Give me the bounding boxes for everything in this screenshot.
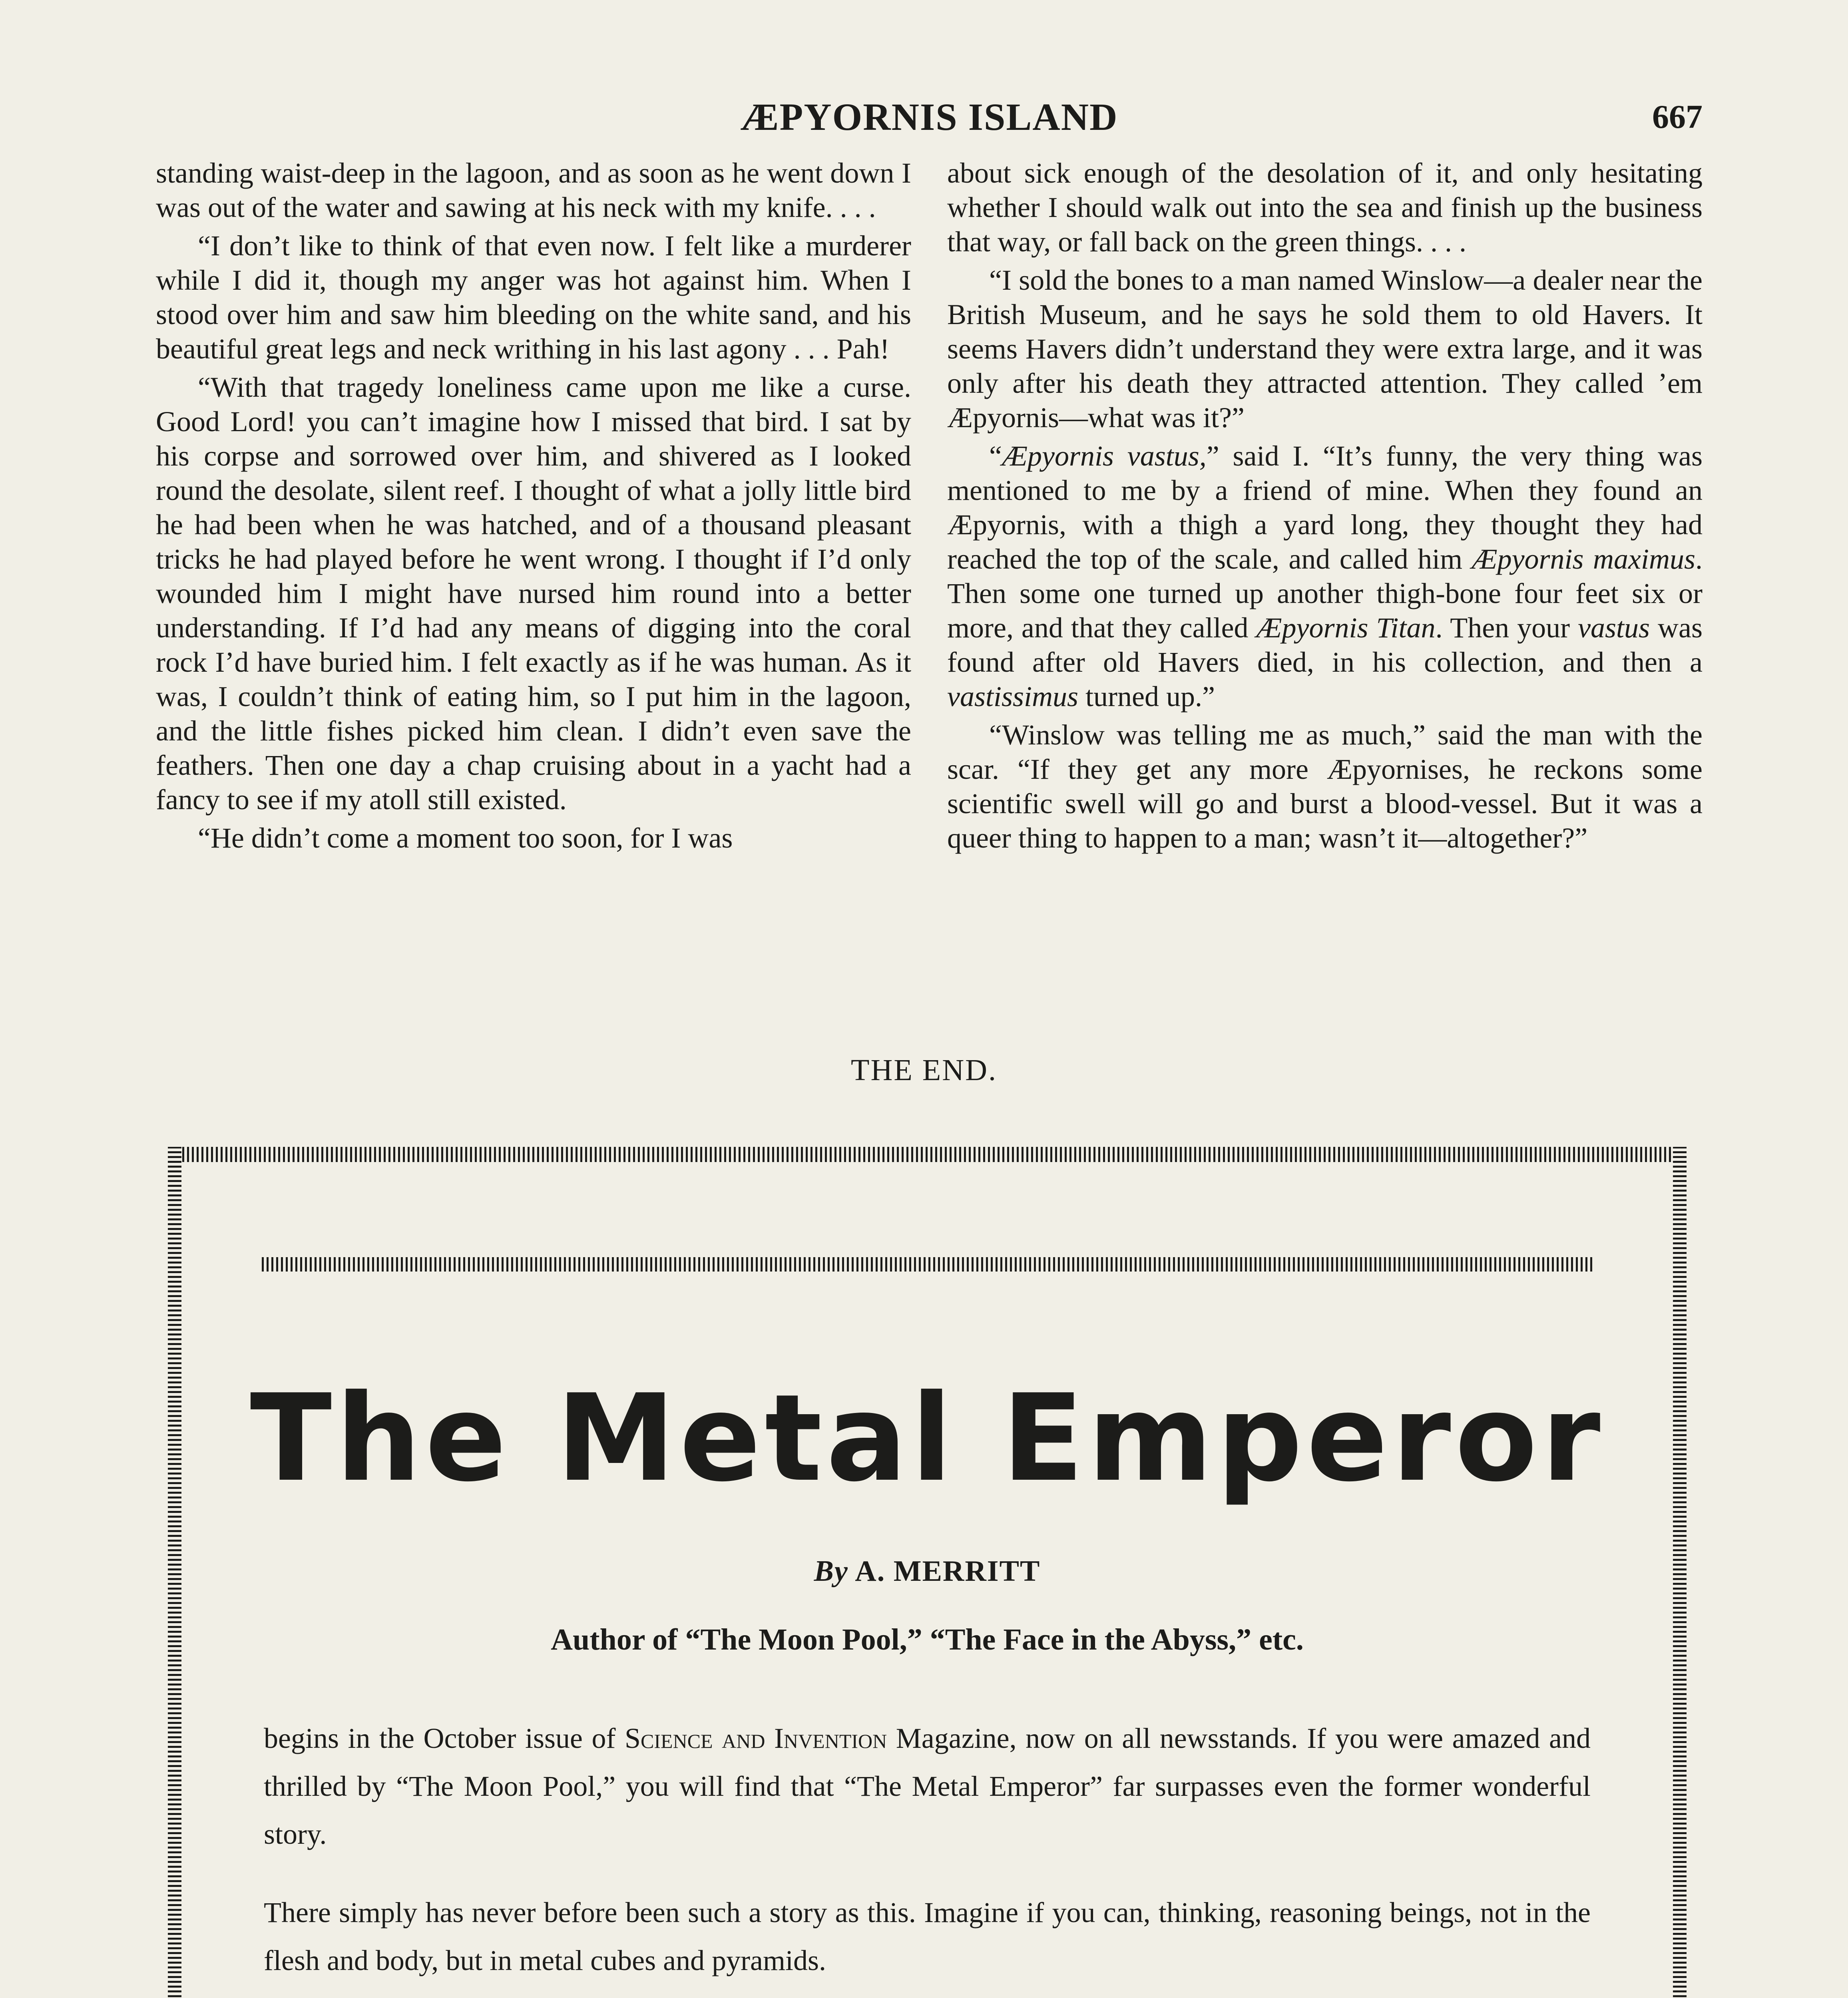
species-name: vastissimus bbox=[947, 681, 1079, 712]
species-name: Æpyornis maximus bbox=[1472, 543, 1695, 575]
magazine-name: Science and Invention bbox=[625, 1722, 887, 1754]
paragraph: “Winslow was telling me as much,” said the man with the scar. “If they get any more Æpyornises, he reckons some scientific swell will go and burst a blood-vessel. But it was a queer thing to happen to a man; wasn’t it—altogether?” bbox=[947, 719, 1703, 854]
text-run: ” said I. “It’s funny, the very thing was mentioned to me by a friend of mine. When they found an Æpyornis, with a thigh a yard long, they thought they had reached the top of the scale, and called him bbox=[947, 440, 1703, 575]
decorative-rule-top bbox=[262, 1257, 1593, 1272]
paragraph: about sick enough of the desolation of it, and only hesitating whether I should walk out into the sea and finish up the business that way, or fall back on the green things. . . . bbox=[947, 157, 1703, 258]
story-columns bbox=[156, 156, 1703, 1023]
paragraph bbox=[947, 439, 1703, 714]
ad-paragraph bbox=[264, 1714, 1591, 1858]
species-name: Æpyornis vastus, bbox=[1002, 440, 1207, 472]
text-run: . Then some one turned up another thigh-bone four feet six or more, and that they called bbox=[947, 543, 1703, 644]
paragraph: “He didn’t come a moment too soon, for I was bbox=[198, 822, 733, 854]
ad-title: The Metal Emperor bbox=[250, 1369, 1605, 1508]
advertisement-box bbox=[168, 1147, 1687, 1998]
by-label: By bbox=[814, 1555, 848, 1588]
page-header bbox=[156, 95, 1703, 139]
the-end-label: THE END. bbox=[851, 1053, 997, 1087]
text-run: Magazine, now on all newsstands. If you were amazed and thrilled by “The Moon Pool,” you will find that “The Metal Emperor” far surpasses even the former wonderful story. bbox=[264, 1722, 1591, 1850]
author-of-line: Author of “The Moon Pool,” “The Face in the Abyss,” etc. bbox=[551, 1623, 1304, 1656]
ad-body bbox=[264, 1714, 1591, 1998]
text-run: turned up.” bbox=[1078, 681, 1215, 712]
paragraph: “I don’t like to think of that even now. I felt like a murderer while I did it, though my anger was hot against him. When I stood over him and saw him bleeding on the white sand, and his beautiful great legs and neck writhing in his last agony . . . Pah! bbox=[156, 230, 911, 365]
right-column bbox=[947, 156, 1703, 1023]
text-run: . Then your bbox=[1435, 612, 1578, 644]
text-run: begins in the October issue of bbox=[264, 1722, 625, 1754]
species-name: vastus bbox=[1578, 612, 1650, 644]
running-title: ÆPYORNIS ISLAND bbox=[740, 96, 1118, 138]
paragraph: “With that tragedy loneliness came upon me like a curse. Good Lord! you can’t imagine how I missed that bird. I sat by his corpse and sorrowed over him, and shivered as I looked round the desolate, silent reef. I thought of what a jolly little bird he had been when he was hatched, and of a thousand pleasant tricks he had played before he went wrong. I thought if I’d only wounded him I might have nursed him round into a better understanding. If I’d had any means of digging into the coral rock I’d have buried him. I felt exactly as if he was human. As it was, I couldn’t think of eating him, so I put him in the lagoon, and the little fishes picked him clean. I didn’t even save the feathers. Then one day a chap cruising about in a yacht had a fancy to see if my atoll still existed. bbox=[156, 371, 911, 816]
species-name: Æpyornis Titan bbox=[1256, 612, 1436, 644]
frame-border-top bbox=[168, 1147, 1687, 1162]
left-column bbox=[156, 156, 911, 1023]
text-run: was found after old Havers died, in his collection, and then a bbox=[947, 612, 1703, 678]
paragraph: “I sold the bones to a man named Winslow—a dealer near the British Museum, and he says he sold them to old Havers. It seems Havers didn’t understand they were extra large, and it was only after his death they attracted attention. They called ’em Æpyornis—what was it?” bbox=[947, 264, 1703, 434]
ad-byline bbox=[168, 1554, 1687, 1588]
author-name: A. MERRITT bbox=[855, 1555, 1041, 1588]
paragraph: standing waist-deep in the lagoon, and as soon as he went down I was out of the water and sawing at his neck with my knife. . . . bbox=[156, 157, 911, 223]
text-run: “ bbox=[989, 440, 1002, 472]
page-number: 667 bbox=[1652, 98, 1703, 135]
ad-paragraph: There simply has never before been such a story as this. Imagine if you can, thinking, reasoning beings, not in the flesh and body, but in metal cubes and pyramids. bbox=[264, 1897, 1591, 1976]
